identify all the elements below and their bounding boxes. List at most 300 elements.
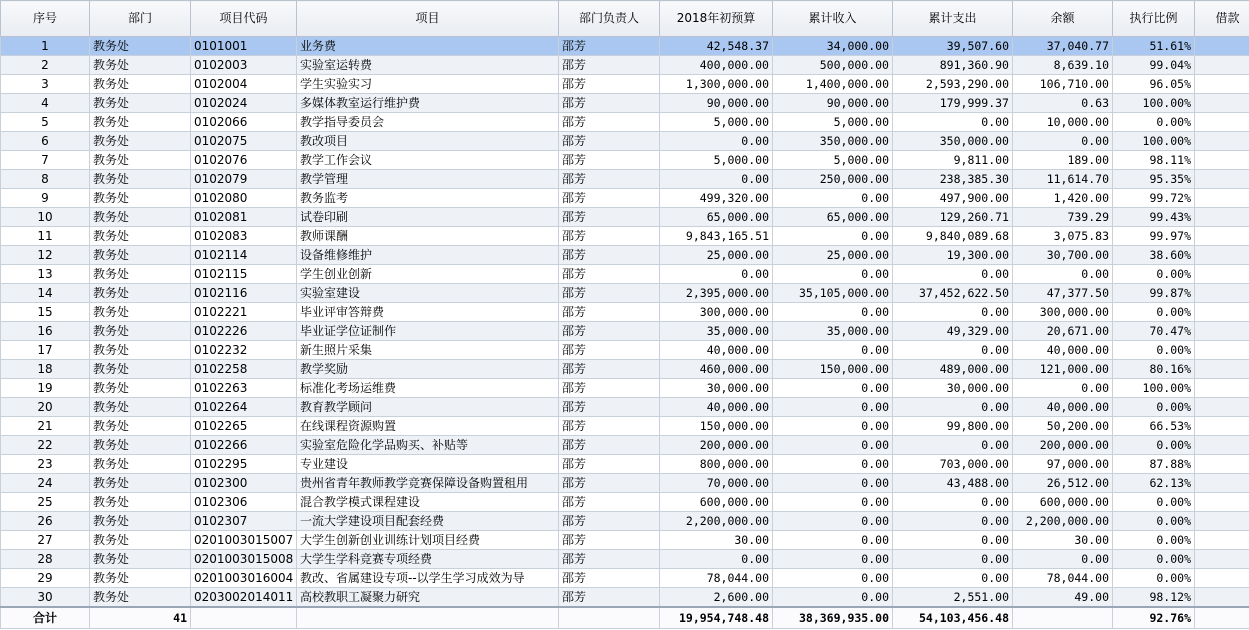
- table-cell: 0.00%: [1113, 265, 1195, 284]
- table-cell: 35,105,000.00: [773, 284, 893, 303]
- table-cell: [1195, 56, 1249, 75]
- table-cell: 教改、省属建设专项--以学生学习成效为导: [297, 569, 559, 588]
- table-cell: [1195, 341, 1249, 360]
- table-cell: 多媒体教室运行维护费: [297, 94, 559, 113]
- table-cell: 17: [1, 341, 90, 360]
- table-cell: 教务处: [90, 113, 191, 132]
- table-cell: [1195, 246, 1249, 265]
- table-cell: 教务处: [90, 246, 191, 265]
- table-cell: [1195, 322, 1249, 341]
- table-cell: 教师课酬: [297, 227, 559, 246]
- table-cell: 0102266: [191, 436, 297, 455]
- table-cell: 教学奖励: [297, 360, 559, 379]
- table-row[interactable]: [1, 569, 1249, 588]
- table-cell: 0.00: [773, 588, 893, 608]
- column-header-4[interactable]: 部门负责人: [559, 1, 660, 37]
- table-cell: 100.00%: [1113, 94, 1195, 113]
- table-row[interactable]: [1, 455, 1249, 474]
- table-cell: 7: [1, 151, 90, 170]
- table-cell: 30.00: [1013, 531, 1113, 550]
- table-cell: 11,614.70: [1013, 170, 1113, 189]
- table-cell: 邵芳: [559, 588, 660, 608]
- table-cell: 邵芳: [559, 512, 660, 531]
- total-empty-balance: [1013, 607, 1113, 629]
- table-cell: 2: [1, 56, 90, 75]
- table-cell: [1195, 284, 1249, 303]
- table-cell: 99.43%: [1113, 208, 1195, 227]
- table-cell: 教务处: [90, 417, 191, 436]
- table-cell: 教育教学顾问: [297, 398, 559, 417]
- table-cell: 0102114: [191, 246, 297, 265]
- table-cell: 0.00: [773, 227, 893, 246]
- column-header-10[interactable]: 借款: [1195, 1, 1249, 37]
- table-cell: 20: [1, 398, 90, 417]
- table-row[interactable]: [1, 132, 1249, 151]
- table-cell: 毕业评审答辩费: [297, 303, 559, 322]
- table-cell: 40,000.00: [1013, 398, 1113, 417]
- table-cell: 1: [1, 37, 90, 56]
- table-cell: 0.00: [773, 474, 893, 493]
- table-cell: 教务处: [90, 360, 191, 379]
- table-row[interactable]: [1, 303, 1249, 322]
- table-cell: 邵芳: [559, 436, 660, 455]
- table-cell: 2,200,000.00: [660, 512, 773, 531]
- table-cell: 65,000.00: [773, 208, 893, 227]
- table-cell: 99.04%: [1113, 56, 1195, 75]
- table-cell: 0.00: [773, 550, 893, 569]
- table-cell: 教务处: [90, 303, 191, 322]
- table-cell: 教务处: [90, 588, 191, 608]
- table-cell: 250,000.00: [773, 170, 893, 189]
- table-cell: 专业建设: [297, 455, 559, 474]
- table-cell: 99.97%: [1113, 227, 1195, 246]
- table-cell: 0102083: [191, 227, 297, 246]
- table-cell: 97,000.00: [1013, 455, 1113, 474]
- table-cell: 800,000.00: [660, 455, 773, 474]
- table-cell: 9,840,089.68: [893, 227, 1013, 246]
- table-cell: 121,000.00: [1013, 360, 1113, 379]
- table-cell: 邵芳: [559, 569, 660, 588]
- table-cell: 0.00: [773, 531, 893, 550]
- table-cell: 0102300: [191, 474, 297, 493]
- table-cell: 邵芳: [559, 303, 660, 322]
- table-cell: [1195, 398, 1249, 417]
- table-cell: [1195, 531, 1249, 550]
- table-cell: 邵芳: [559, 341, 660, 360]
- column-header-5[interactable]: 2018年初预算: [660, 1, 773, 37]
- table-cell: 0.00%: [1113, 113, 1195, 132]
- table-cell: 0.00: [893, 436, 1013, 455]
- column-header-2[interactable]: 项目代码: [191, 1, 297, 37]
- table-cell: [1195, 170, 1249, 189]
- table-cell: 3: [1, 75, 90, 94]
- table-row[interactable]: [1, 246, 1249, 265]
- table-cell: 教务处: [90, 398, 191, 417]
- table-row[interactable]: [1, 341, 1249, 360]
- table-cell: 实验室运转费: [297, 56, 559, 75]
- table-row[interactable]: [1, 436, 1249, 455]
- table-cell: 邵芳: [559, 132, 660, 151]
- table-cell: 40,000.00: [660, 398, 773, 417]
- total-expense: 54,103,456.48: [893, 607, 1013, 629]
- table-cell: 100.00%: [1113, 379, 1195, 398]
- column-header-9[interactable]: 执行比例: [1113, 1, 1195, 37]
- table-cell: 39,507.60: [893, 37, 1013, 56]
- total-empty-loan: [1195, 607, 1249, 629]
- table-cell: 29: [1, 569, 90, 588]
- table-cell: 0.00: [1013, 265, 1113, 284]
- table-cell: [1195, 75, 1249, 94]
- table-cell: 30,000.00: [893, 379, 1013, 398]
- table-row[interactable]: [1, 37, 1249, 56]
- column-header-7[interactable]: 累计支出: [893, 1, 1013, 37]
- table-cell: 739.29: [1013, 208, 1113, 227]
- table-cell: [1195, 417, 1249, 436]
- table-row[interactable]: [1, 417, 1249, 436]
- table-cell: [1195, 94, 1249, 113]
- column-header-0[interactable]: 序号: [1, 1, 90, 37]
- table-cell: 0.00%: [1113, 512, 1195, 531]
- table-cell: 教务处: [90, 284, 191, 303]
- table-cell: 40,000.00: [660, 341, 773, 360]
- table-cell: 0.00: [1013, 550, 1113, 569]
- table-cell: 0.00: [1013, 132, 1113, 151]
- total-label: 合计: [1, 607, 90, 629]
- table-cell: 0102264: [191, 398, 297, 417]
- table-cell: [1195, 550, 1249, 569]
- table-cell: 0102079: [191, 170, 297, 189]
- table-cell: 0.00%: [1113, 303, 1195, 322]
- table-cell: 0102232: [191, 341, 297, 360]
- table-cell: 邵芳: [559, 151, 660, 170]
- table-cell: 26: [1, 512, 90, 531]
- table-cell: 19: [1, 379, 90, 398]
- table-cell: 教务处: [90, 474, 191, 493]
- table-cell: 0201003015007: [191, 531, 297, 550]
- table-cell: 25: [1, 493, 90, 512]
- table-cell: [1195, 436, 1249, 455]
- table-cell: 0.00: [773, 189, 893, 208]
- table-cell: 5: [1, 113, 90, 132]
- table-cell: 891,360.90: [893, 56, 1013, 75]
- table-cell: 0.00%: [1113, 398, 1195, 417]
- table-cell: 教务处: [90, 227, 191, 246]
- table-cell: 邵芳: [559, 398, 660, 417]
- table-cell: 0102024: [191, 94, 297, 113]
- table-row[interactable]: [1, 189, 1249, 208]
- table-cell: 95.35%: [1113, 170, 1195, 189]
- total-ratio: 92.76%: [1113, 607, 1195, 629]
- table-cell: 460,000.00: [660, 360, 773, 379]
- table-cell: 0.00: [893, 303, 1013, 322]
- table-cell: 教务处: [90, 569, 191, 588]
- table-cell: 0102258: [191, 360, 297, 379]
- table-row[interactable]: [1, 493, 1249, 512]
- table-cell: 106,710.00: [1013, 75, 1113, 94]
- table-cell: 教务处: [90, 37, 191, 56]
- table-cell: 0.00%: [1113, 531, 1195, 550]
- table-cell: [1195, 208, 1249, 227]
- table-cell: 600,000.00: [660, 493, 773, 512]
- total-empty-owner: [559, 607, 660, 629]
- table-cell: 37,452,622.50: [893, 284, 1013, 303]
- table-cell: 0102003: [191, 56, 297, 75]
- table-cell: 学生实验实习: [297, 75, 559, 94]
- table-cell: [1195, 132, 1249, 151]
- table-cell: 教学指导委员会: [297, 113, 559, 132]
- table-row[interactable]: [1, 113, 1249, 132]
- table-cell: 邵芳: [559, 474, 660, 493]
- table-cell: 0.00: [773, 417, 893, 436]
- table-cell: 0.63: [1013, 94, 1113, 113]
- table-cell: 5,000.00: [660, 113, 773, 132]
- table-cell: 43,488.00: [893, 474, 1013, 493]
- table-cell: 400,000.00: [660, 56, 773, 75]
- table-cell: 1,300,000.00: [660, 75, 773, 94]
- table-cell: 42,548.37: [660, 37, 773, 56]
- table-cell: 邵芳: [559, 265, 660, 284]
- table-cell: 13: [1, 265, 90, 284]
- table-cell: 邵芳: [559, 284, 660, 303]
- column-header-8[interactable]: 余额: [1013, 1, 1113, 37]
- table-cell: 邵芳: [559, 455, 660, 474]
- table-cell: 0.00%: [1113, 550, 1195, 569]
- table-cell: 200,000.00: [660, 436, 773, 455]
- table-cell: 70.47%: [1113, 322, 1195, 341]
- table-cell: 0.00: [660, 132, 773, 151]
- table-cell: 0.00: [893, 550, 1013, 569]
- table-cell: 0.00: [773, 379, 893, 398]
- table-row[interactable]: [1, 550, 1249, 569]
- table-cell: 11: [1, 227, 90, 246]
- table-row[interactable]: [1, 75, 1249, 94]
- table-cell: 28: [1, 550, 90, 569]
- table-cell: 100.00%: [1113, 132, 1195, 151]
- table-cell: 30,000.00: [660, 379, 773, 398]
- table-cell: 49,329.00: [893, 322, 1013, 341]
- table-cell: 0.00: [893, 569, 1013, 588]
- table-cell: 试卷印刷: [297, 208, 559, 227]
- table-cell: 教务处: [90, 132, 191, 151]
- table-cell: [1195, 37, 1249, 56]
- table-body: [1, 37, 1249, 608]
- table-cell: 0102004: [191, 75, 297, 94]
- table-cell: [1195, 474, 1249, 493]
- table-cell: 99.87%: [1113, 284, 1195, 303]
- table-cell: 0102075: [191, 132, 297, 151]
- table-row[interactable]: [1, 379, 1249, 398]
- table-cell: 26,512.00: [1013, 474, 1113, 493]
- table-cell: 邵芳: [559, 94, 660, 113]
- table-cell: 70,000.00: [660, 474, 773, 493]
- table-cell: 24: [1, 474, 90, 493]
- table-cell: 教务监考: [297, 189, 559, 208]
- table-cell: [1195, 113, 1249, 132]
- table-cell: 34,000.00: [773, 37, 893, 56]
- table-cell: 300,000.00: [660, 303, 773, 322]
- table-row[interactable]: [1, 208, 1249, 227]
- table-cell: [1195, 569, 1249, 588]
- table-cell: 300,000.00: [1013, 303, 1113, 322]
- table-cell: 邵芳: [559, 189, 660, 208]
- table-cell: 80.16%: [1113, 360, 1195, 379]
- table-cell: 90,000.00: [773, 94, 893, 113]
- table-cell: 0.00: [1013, 379, 1113, 398]
- table-cell: 教务处: [90, 189, 191, 208]
- table-cell: 0.00%: [1113, 341, 1195, 360]
- column-header-1[interactable]: 部门: [90, 1, 191, 37]
- table-cell: 5,000.00: [773, 151, 893, 170]
- table-cell: 标准化考场运维费: [297, 379, 559, 398]
- table-row[interactable]: [1, 227, 1249, 246]
- table-cell: 贵州省青年教师教学竞赛保障设备购置租用: [297, 474, 559, 493]
- table-cell: 350,000.00: [773, 132, 893, 151]
- table-row[interactable]: [1, 360, 1249, 379]
- table-cell: 0203002014011: [191, 588, 297, 608]
- table-cell: 教务处: [90, 265, 191, 284]
- table-cell: 0102080: [191, 189, 297, 208]
- table-cell: 0.00: [660, 550, 773, 569]
- table-cell: [1195, 455, 1249, 474]
- table-cell: 邵芳: [559, 493, 660, 512]
- table-cell: 21: [1, 417, 90, 436]
- table-cell: 教学管理: [297, 170, 559, 189]
- table-row[interactable]: [1, 170, 1249, 189]
- table-cell: 98.12%: [1113, 588, 1195, 608]
- table-row[interactable]: [1, 398, 1249, 417]
- table-cell: 2,200,000.00: [1013, 512, 1113, 531]
- table-cell: [1195, 303, 1249, 322]
- table-cell: 教务处: [90, 493, 191, 512]
- table-cell: 0.00: [893, 493, 1013, 512]
- table-cell: 教务处: [90, 208, 191, 227]
- table-cell: 一流大学建设项目配套经费: [297, 512, 559, 531]
- table-cell: 教务处: [90, 436, 191, 455]
- table-cell: 98.11%: [1113, 151, 1195, 170]
- table-cell: 0201003015008: [191, 550, 297, 569]
- table-row[interactable]: [1, 284, 1249, 303]
- table-cell: 0.00: [773, 436, 893, 455]
- table-cell: 600,000.00: [1013, 493, 1113, 512]
- table-row[interactable]: [1, 588, 1249, 608]
- table-cell: 邵芳: [559, 550, 660, 569]
- table-cell: 教务处: [90, 341, 191, 360]
- table-cell: 0.00: [893, 512, 1013, 531]
- column-header-3[interactable]: 项目: [297, 1, 559, 37]
- table-cell: 5,000.00: [660, 151, 773, 170]
- table-cell: 0.00: [893, 265, 1013, 284]
- table-cell: 邵芳: [559, 322, 660, 341]
- table-cell: 业务费: [297, 37, 559, 56]
- table-cell: 教务处: [90, 151, 191, 170]
- table-row[interactable]: [1, 265, 1249, 284]
- table-cell: 教学工作会议: [297, 151, 559, 170]
- table-cell: 在线课程资源购置: [297, 417, 559, 436]
- table-cell: 99.72%: [1113, 189, 1195, 208]
- table-row[interactable]: [1, 512, 1249, 531]
- table-cell: 教务处: [90, 531, 191, 550]
- table-cell: 0201003016004: [191, 569, 297, 588]
- table-cell: 500,000.00: [773, 56, 893, 75]
- column-header-6[interactable]: 累计收入: [773, 1, 893, 37]
- table-cell: 0.00: [773, 303, 893, 322]
- table-row[interactable]: [1, 94, 1249, 113]
- table-row[interactable]: [1, 56, 1249, 75]
- table-cell: 65,000.00: [660, 208, 773, 227]
- table-cell: [1195, 265, 1249, 284]
- table-cell: 12: [1, 246, 90, 265]
- table-cell: 49.00: [1013, 588, 1113, 608]
- table-cell: [1195, 360, 1249, 379]
- table-cell: 129,260.71: [893, 208, 1013, 227]
- table-cell: 1,420.00: [1013, 189, 1113, 208]
- table-cell: 703,000.00: [893, 455, 1013, 474]
- table-cell: 0.00: [660, 265, 773, 284]
- table-cell: 8,639.10: [1013, 56, 1113, 75]
- table-cell: 0.00: [773, 341, 893, 360]
- table-cell: 邵芳: [559, 531, 660, 550]
- table-cell: 18: [1, 360, 90, 379]
- table-cell: 2,395,000.00: [660, 284, 773, 303]
- table-row[interactable]: [1, 531, 1249, 550]
- table-cell: 0102081: [191, 208, 297, 227]
- table-cell: [1195, 588, 1249, 608]
- table-cell: 35,000.00: [773, 322, 893, 341]
- table-cell: 51.61%: [1113, 37, 1195, 56]
- table-cell: [1195, 379, 1249, 398]
- table-cell: 4: [1, 94, 90, 113]
- table-cell: 邵芳: [559, 417, 660, 436]
- table-cell: 2,600.00: [660, 588, 773, 608]
- table-cell: 9: [1, 189, 90, 208]
- table-cell: 3,075.83: [1013, 227, 1113, 246]
- table-cell: 30.00: [660, 531, 773, 550]
- table-cell: 40,000.00: [1013, 341, 1113, 360]
- table-cell: 0.00: [893, 113, 1013, 132]
- table-cell: 87.88%: [1113, 455, 1195, 474]
- table-cell: 38.60%: [1113, 246, 1195, 265]
- table-cell: 邵芳: [559, 208, 660, 227]
- table-row[interactable]: [1, 474, 1249, 493]
- table-cell: 0.00: [773, 569, 893, 588]
- table-cell: 教务处: [90, 550, 191, 569]
- table-cell: 0.00: [773, 398, 893, 417]
- table-cell: 499,320.00: [660, 189, 773, 208]
- table-cell: 0102295: [191, 455, 297, 474]
- table-cell: 新生照片采集: [297, 341, 559, 360]
- table-cell: 教务处: [90, 56, 191, 75]
- table-row[interactable]: [1, 322, 1249, 341]
- table-cell: [1195, 493, 1249, 512]
- table-row[interactable]: [1, 151, 1249, 170]
- table-cell: 邵芳: [559, 360, 660, 379]
- table-cell: 教务处: [90, 170, 191, 189]
- table-cell: 邵芳: [559, 227, 660, 246]
- table-cell: 教务处: [90, 75, 191, 94]
- table-cell: 设备维修维护: [297, 246, 559, 265]
- table-cell: 25,000.00: [660, 246, 773, 265]
- table-cell: 0102226: [191, 322, 297, 341]
- table-cell: 9,811.00: [893, 151, 1013, 170]
- table-cell: 15: [1, 303, 90, 322]
- table-cell: 大学生学科竞赛专项经费: [297, 550, 559, 569]
- table-cell: 大学生创新创业训练计划项目经费: [297, 531, 559, 550]
- table-cell: 150,000.00: [773, 360, 893, 379]
- table-cell: 1,400,000.00: [773, 75, 893, 94]
- table-cell: 教务处: [90, 94, 191, 113]
- table-cell: 教务处: [90, 455, 191, 474]
- total-empty-code: [191, 607, 297, 629]
